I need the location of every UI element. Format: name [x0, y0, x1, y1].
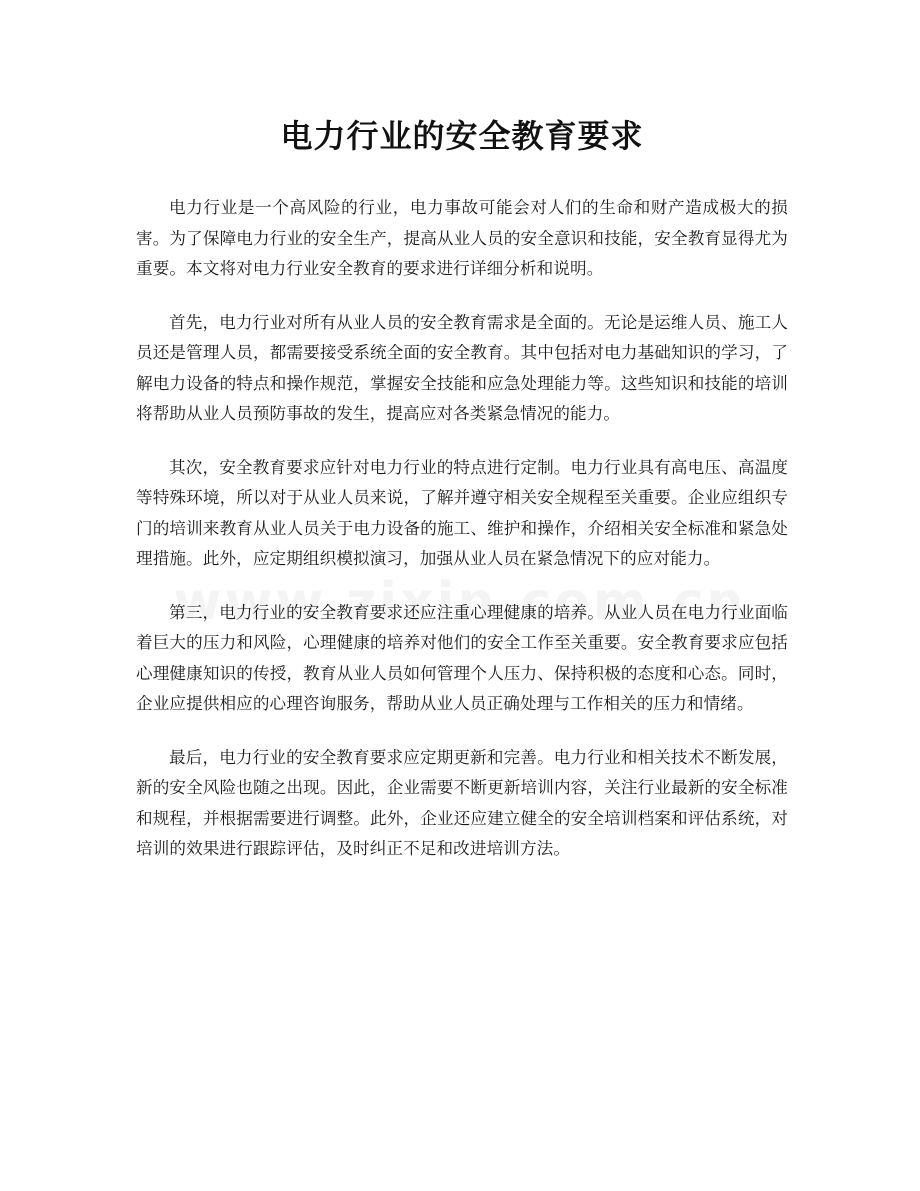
paragraph-final: 最后，电力行业的安全教育要求应定期更新和完善。电力行业和相关技术不断发展，新的安全风险也随之出现。因此，企业需要不断更新培训内容，关注行业最新的安全标准和规程，并根据需要进行调整。此外，企业还应建立健全的安全培训档案和评估系统，对培训的效果进行跟踪评估，及时纠正不足和改进培训方法。 [136, 747, 788, 858]
paragraph-intro: 电力行业是一个高风险的行业，电力事故可能会对人们的生命和财产造成极大的损害。为了保障电力行业的安全生产，提高从业人员的安全意识和技能，安全教育显得尤为重要。本文将对电力行业安全教育的要求进行详细分析和说明。 [136, 198, 788, 278]
document-body [136, 193, 788, 865]
paragraph-second: 其次，安全教育要求应针对电力行业的特点进行定制。电力行业具有高电压、高温度等特殊环境，所以对于从业人员来说，了解并遵守相关安全规程至关重要。企业应组织专门的培训来教育从业人员关于电力设备的施工、维护和操作，介绍相关安全标准和紧急处理措施。此外，应定期组织模拟演习，加强从业人员在紧急情况下的应对能力。 [136, 457, 788, 568]
paragraph-first: 首先，电力行业对所有从业人员的安全教育需求是全面的。无论是运维人员、施工人员还是管理人员，都需要接受系统全面的安全教育。其中包括对电力基础知识的学习，了解电力设备的特点和操作规范，掌握安全技能和应急处理能力等。这些知识和技能的培训将帮助从业人员预防事故的发生，提高应对各类紧急情况的能力。 [136, 312, 788, 423]
paragraph-third: 第三，电力行业的安全教育要求还应注重心理健康的培养。从业人员在电力行业面临着巨大的压力和风险，心理健康的培养对他们的安全工作至关重要。安全教育要求应包括心理健康知识的传授，教育从业人员如何管理个人压力、保持积极的态度和心态。同时，企业应提供相应的心理咨询服务，帮助从业人员正确处理与工作相关的压力和情绪。 [136, 602, 788, 713]
document-title: 电力行业的安全教育要求 [280, 117, 644, 155]
